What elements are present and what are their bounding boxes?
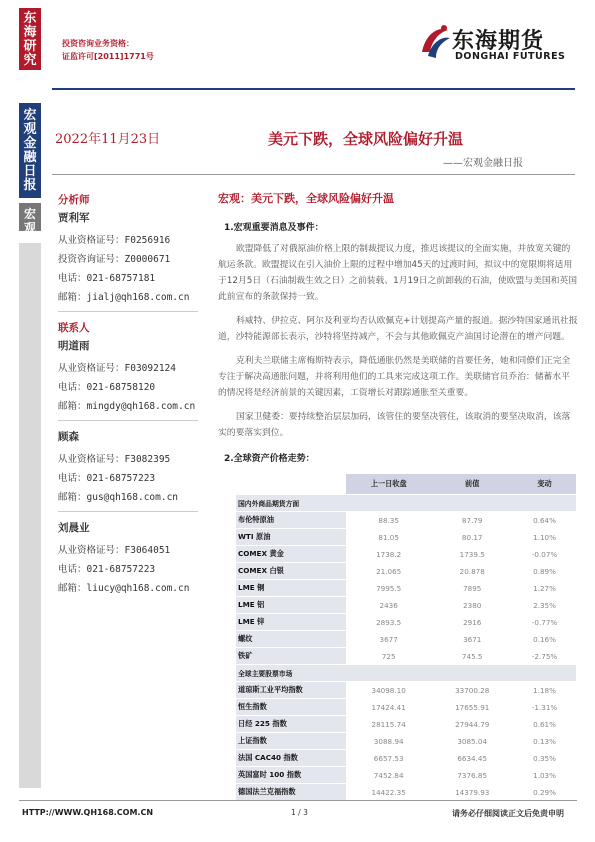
analyst-heading: 分析师 [58,194,90,206]
asset-name: LME 铝 [236,597,346,614]
previous-value: 3085.04 [431,733,513,750]
sidebar-category: 宏观 [19,203,41,231]
table-row [236,597,576,614]
change-percent: 2.35% [513,597,576,614]
report-subtitle: ——宏观金融日报 [443,158,523,169]
report-date: 2022年11月23日 [55,132,161,147]
report-title: 美元下跌，全球风险偏好升温 [268,130,464,148]
last-close: 1738.2 [346,546,431,563]
previous-value: 7376.85 [431,767,513,784]
contact-email: 邮箱：mingdy@qh168.com.cn [58,401,196,412]
contact-heading: 联系人 [58,322,90,334]
title-divider [52,174,575,175]
logo-en: DONGHAI FUTURES [455,51,566,62]
change-percent: 0.29% [513,784,576,801]
analyst-license: 从业资格证号：F0256916 [58,235,171,246]
previous-value: 27944.79 [431,716,513,733]
analyst-column [58,192,198,598]
last-close: 88.35 [346,512,431,529]
change-percent: 1.18% [513,682,576,699]
table-row [236,580,576,597]
contact-phone: 电话：021-68758120 [58,382,156,393]
previous-value: 20.878 [431,563,513,580]
table-row [236,767,576,784]
header-blank-cell [236,474,346,495]
previous-value: 7895 [431,580,513,597]
last-close: 2893.5 [346,614,431,631]
asset-name: LME 锌 [236,614,346,631]
last-close: 3088.94 [346,733,431,750]
previous-value: 3671 [431,631,513,648]
change-percent: -2.75% [513,648,576,665]
contact-phone: 电话：021-68757223 [58,564,156,575]
table-row [236,699,576,716]
table-row [236,631,576,648]
page-number: 1 / 3 [291,808,308,817]
news-paragraph: 科威特、伊拉克、阿尔及利亚均否认欧佩克+计划提高产量的报道。据沙特国家通讯社报道，沙特能源部长表示，沙特将坚持减产，不会与其他欧佩克产油国讨论潜在的增产问题。 [218,316,578,342]
change-percent: 1.10% [513,529,576,546]
table-group-row [236,495,576,512]
contact-name: 刘晨业 [58,522,90,534]
previous-value: 2916 [431,614,513,631]
main-content [218,190,578,801]
news-paragraph: 国家卫健委：要持续整治层层加码，该管住的要坚决管住，该取消的要坚决取消，该落实的要落实到位。 [218,412,571,438]
last-close: 28115.74 [346,716,431,733]
change-percent: -1.31% [513,699,576,716]
analyst-email: 邮箱：jialj@qh168.com.cn [58,292,190,303]
group-label: 国内外商品期货方面 [236,495,576,512]
asset-name: WTI 原油 [236,529,346,546]
change-percent: 1.03% [513,767,576,784]
last-close: 17424.41 [346,699,431,716]
last-close: 7995.5 [346,580,431,597]
change-percent: 0.89% [513,563,576,580]
asset-name: 上证指数 [236,733,346,750]
last-close: 81.05 [346,529,431,546]
last-close: 21.065 [346,563,431,580]
logo-mark-icon [418,22,452,62]
table-row [236,733,576,750]
asset-name: 法国 CAC40 指数 [236,750,346,767]
contact-license: 从业资格证号：F3082395 [58,454,171,465]
asset-name: COMEX 白银 [236,563,346,580]
logo-cn: 东海期货 [452,28,545,54]
donghai-logo [418,20,578,70]
previous-value: 2380 [431,597,513,614]
table-row [236,682,576,699]
divider [58,511,198,512]
contact-email: 邮箱：liucy@qh168.com.cn [58,583,190,594]
last-close: 3677 [346,631,431,648]
asset-name: 螺纹 [236,631,346,648]
news-paragraph: 欧盟降低了对俄原油价格上限的制裁提议力度，推迟该提议的全面实施，并放宽关键的航运条款。欧盟提议在引入油价上限的过程中增加45天的过渡时间，拟议中的宽限期将适用于12月5日（石油制裁生效之日）之前装载、1月19日之前卸载的石油，使欧盟与美国和英国此前宣布的条款保持一致。 [218,244,578,302]
contact-name: 顾森 [58,431,79,443]
table-row [236,750,576,767]
change-percent: -0.77% [513,614,576,631]
table-row [236,614,576,631]
previous-value: 17655.91 [431,699,513,716]
contact-email: 邮箱：gus@qh168.com.cn [58,492,179,503]
asset-price-table [236,474,576,801]
news-heading: 1.宏观重要消息及事件： [224,223,324,233]
table-row [236,563,576,580]
sidebar-brand: 东海研究 [19,8,41,70]
sidebar-report-type: 宏观金融日报 [19,103,41,198]
section-title: 宏观：美元下跌，全球风险偏好升温 [218,192,394,205]
license-line2: 证监许可[2011]1771号 [62,52,154,61]
table-row [236,512,576,529]
previous-value: 745.5 [431,648,513,665]
table-row [236,716,576,733]
divider [58,420,198,421]
analyst-name: 贾利军 [58,212,90,224]
change-percent: 0.13% [513,733,576,750]
change-percent: 0.64% [513,512,576,529]
asset-name: COMEX 黄金 [236,546,346,563]
contact-license: 从业资格证号：F3064051 [58,545,171,556]
last-close: 34098.10 [346,682,431,699]
footer-disclaimer: 请务必仔细阅读正文后免责申明 [452,809,564,818]
asset-name: 道琼斯工业平均指数 [236,682,346,699]
last-close: 725 [346,648,431,665]
change-percent: -0.07% [513,546,576,563]
previous-value: 87.79 [431,512,513,529]
analyst-consult-license: 投资咨询证号：Z0000671 [58,254,171,265]
asset-name: 铁矿 [236,648,346,665]
column-header: 前值 [431,474,513,495]
analyst-phone: 电话：021-68757181 [58,273,156,284]
table-group-row [236,665,576,682]
last-close: 6657.53 [346,750,431,767]
contact-phone: 电话：021-68757223 [58,473,156,484]
change-percent: 1.27% [513,580,576,597]
previous-value: 80.17 [431,529,513,546]
footer-url[interactable]: HTTP://WWW.QH168.COM.CN [22,808,154,817]
asset-name: 布伦特原油 [236,512,346,529]
contact-license: 从业资格证号：F03092124 [58,363,176,374]
last-close: 14422.35 [346,784,431,801]
license-info [62,37,154,63]
previous-value: 33700.28 [431,682,513,699]
change-percent: 0.35% [513,750,576,767]
previous-value: 14379.93 [431,784,513,801]
asset-name: 恒生指数 [236,699,346,716]
last-close: 7452.84 [346,767,431,784]
column-header: 变动 [513,474,576,495]
table-row [236,648,576,665]
previous-value: 1739.5 [431,546,513,563]
price-heading: 2.全球资产价格走势： [224,454,315,464]
last-close: 2436 [346,597,431,614]
asset-name: 英国富时 100 指数 [236,767,346,784]
previous-value: 6634.45 [431,750,513,767]
table-row [236,529,576,546]
asset-name: 日经 225 指数 [236,716,346,733]
asset-name: LME 铜 [236,580,346,597]
news-paragraph: 克利夫兰联储主席梅斯特表示，降低通胀仍然是美联储的首要任务，她和同僚们正完全专注于解决高通胀问题，并将利用他们的工具来完成这项工作。美联储官员乔治：储蓄水平的情况将是经济前景的关键因素，工资增长对跟踪通胀至关重要。 [218,356,571,398]
asset-name: 德国法兰克福指数 [236,784,346,801]
divider [58,311,198,312]
table-row [236,784,576,801]
header-divider [52,88,575,90]
table-row [236,546,576,563]
table-header-row [236,474,576,495]
footer-divider [19,800,577,801]
license-line1: 投资咨询业务资格： [62,39,134,48]
contact-name: 明道雨 [58,340,90,352]
sidebar-filler [19,243,41,788]
group-label: 全球主要股票市场 [236,665,576,682]
column-header: 上一日收盘 [346,474,431,495]
left-sidebar [19,8,41,788]
change-percent: 0.16% [513,631,576,648]
change-percent: 0.61% [513,716,576,733]
